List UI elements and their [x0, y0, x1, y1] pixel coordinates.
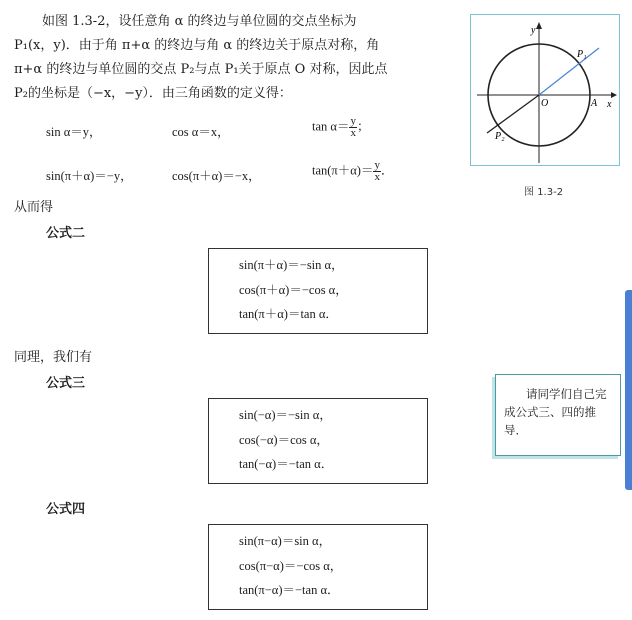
- formula-4-line-1: sin(π−α)＝sin α，: [239, 534, 332, 548]
- formula-2-title: 公式二: [46, 226, 86, 241]
- x-axis-label: x: [607, 99, 612, 110]
- formula-4-line-2: cos(π−α)＝−cos α，: [239, 558, 343, 573]
- edge-scroll-handle[interactable]: [625, 290, 632, 490]
- eq-tan-pi-plus-alpha-fraction: [373, 160, 381, 183]
- eq-cos-alpha: cos α＝x，: [172, 125, 230, 139]
- formula-3-line-2: cos(−α)＝cos α，: [239, 432, 329, 447]
- eq-tan-alpha-denominator: x: [350, 127, 356, 139]
- eq-tan-pi-plus-alpha-numerator: y: [374, 159, 380, 171]
- eq-cos-pi-plus-alpha: cos(π＋α)＝−x，: [172, 169, 261, 183]
- intro-line-1: 如图 1.3-2，设任意角 α 的终边与单位圆的交点坐标为: [42, 14, 357, 29]
- eq-tan-pi-plus-alpha: [312, 160, 393, 183]
- eq-tan-pi-plus-alpha-suffix: ．: [380, 163, 394, 178]
- unit-circle-figure: [470, 14, 620, 166]
- formula-2-line-3: tan(π＋α)＝tan α．: [239, 307, 338, 321]
- unit-circle-diagram: [471, 15, 619, 165]
- formula-4-title: 公式四: [46, 502, 86, 517]
- intro-line-4: P₂的坐标是（−x，−y）．由三角函数的定义得：: [14, 86, 292, 101]
- side-note: 请同学们自己完成公式三、四的推导．: [495, 374, 621, 456]
- eq-tan-alpha: [312, 116, 369, 139]
- intro-paragraph: [14, 10, 454, 106]
- y-axis-arrow: [536, 22, 542, 29]
- similarly-text: 同理，我们有: [14, 350, 93, 365]
- x-axis-arrow: [611, 92, 617, 98]
- eq-sin-alpha: sin α＝y，: [46, 125, 102, 139]
- formula-3-line-1: sin(−α)＝−sin α，: [239, 408, 332, 422]
- therefore-text: 从而得: [14, 200, 54, 215]
- intro-line-2: P₁(x，y)．由于角 π+α 的终边与角 α 的终边关于原点对称，角: [14, 38, 380, 53]
- eq-tan-alpha-fraction: [349, 116, 357, 139]
- eq-tan-pi-plus-alpha-prefix: tan(π＋α)＝: [312, 163, 374, 178]
- point-p1-label: P₁: [577, 49, 587, 60]
- formula-3-title: 公式三: [46, 376, 86, 391]
- figure-caption: 图 1.3-2: [524, 187, 564, 198]
- eq-tan-alpha-numerator: y: [350, 115, 356, 127]
- point-p2-label: P₂: [495, 131, 505, 142]
- formula-4-box: [208, 524, 428, 610]
- y-axis-label: y: [531, 25, 536, 36]
- eq-tan-pi-plus-alpha-denominator: x: [374, 171, 380, 183]
- intro-line-3: π+α 的终边与单位圆的交点 P₂与点 P₁关于原点 O 对称，因此点: [14, 62, 388, 77]
- formula-2-line-1: sin(π＋α)＝−sin α，: [239, 258, 344, 272]
- eq-sin-pi-plus-alpha: sin(π＋α)＝−y，: [46, 169, 133, 183]
- formula-4-line-3: tan(π−α)＝−tan α．: [239, 583, 340, 597]
- eq-tan-alpha-prefix: tan α＝: [312, 119, 350, 134]
- origin-label: O: [541, 98, 549, 109]
- terminal-ray-black: [487, 95, 539, 133]
- formula-3-line-3: tan(−α)＝−tan α．: [239, 457, 334, 471]
- formula-2-line-2: cos(π＋α)＝−cos α，: [239, 282, 348, 297]
- formula-3-box: [208, 398, 428, 484]
- formula-2-box: [208, 248, 428, 334]
- eq-tan-alpha-suffix: ；: [356, 119, 370, 134]
- point-a-label: A: [591, 98, 598, 109]
